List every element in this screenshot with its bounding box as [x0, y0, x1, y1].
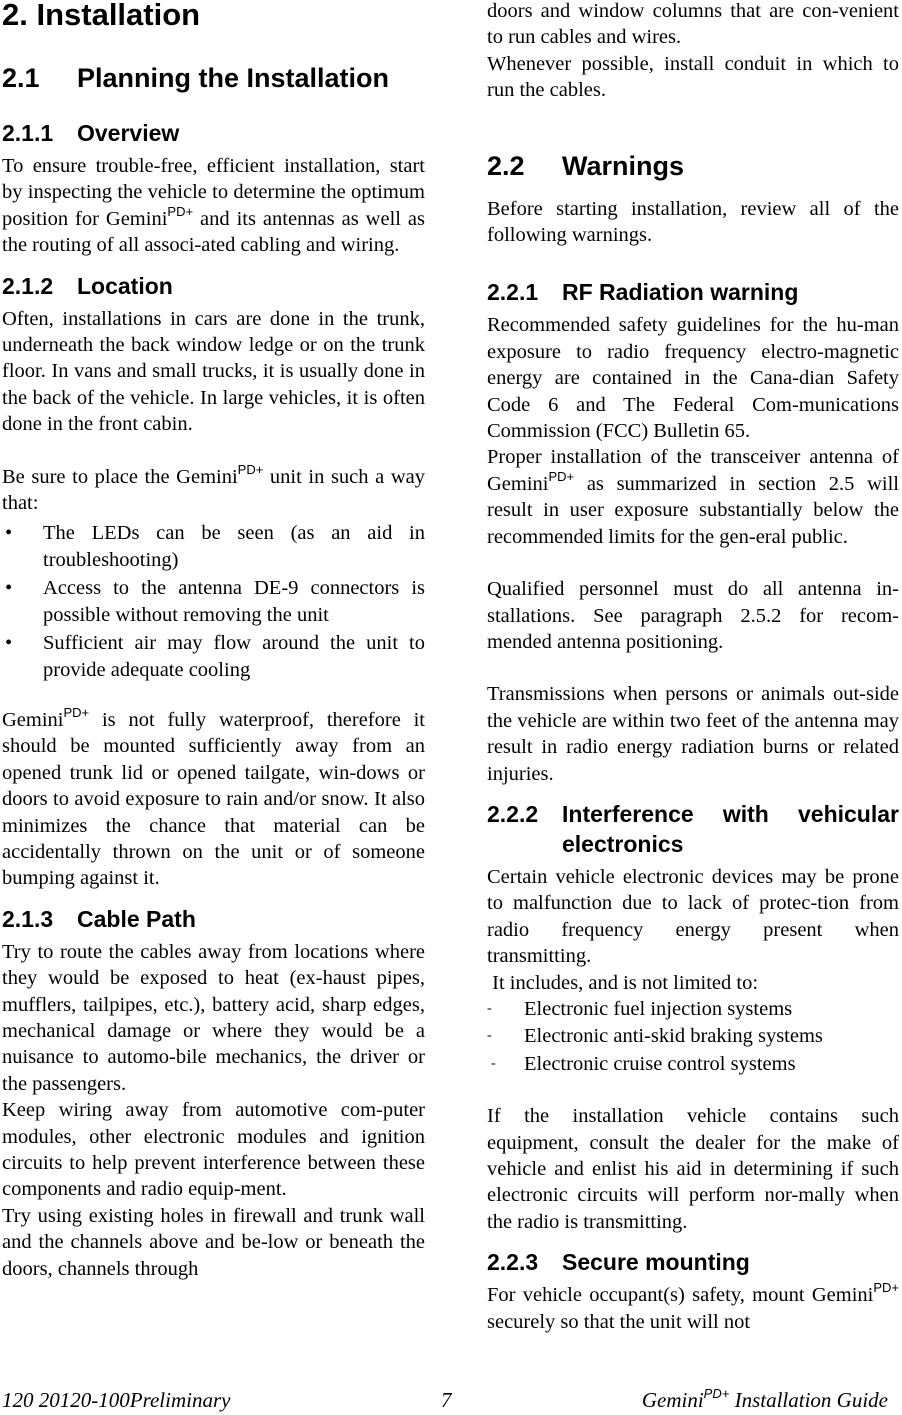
page-footer — [0, 1386, 902, 1414]
section-number: 2.1.2 — [2, 272, 54, 299]
section-title: Secure mounting — [562, 1249, 750, 1276]
section-2-2-1-heading — [487, 277, 899, 307]
text-run: Gemini — [641, 1388, 704, 1412]
text-run: is not fully waterproof, therefore it should be mounted sufficiently away from an opened trunk lid or opened tailgate, win-dows or doors to avoid exposure to rain and/or snow. It also minimizes the chance that material can be accidentally thrown on the unit or of someone bumping against it. — [2, 708, 425, 890]
chapter-title: 2. Installation — [2, 0, 201, 32]
rf-installation-paragraph — [487, 444, 899, 550]
section-title: Location — [77, 272, 173, 299]
dash-icon: - — [487, 1028, 492, 1044]
cable-path-continuation: doors and window columns that are con-venient to run cables and wires. — [487, 0, 899, 49]
section-title: Planning the Installation — [77, 63, 390, 93]
conduit-paragraph: Whenever possible, install conduit in which to run the cables. — [487, 52, 899, 102]
section-title: Overview — [77, 120, 180, 146]
cable-path-paragraph-1: Try to route the cables away from locations where they would be exposed to heat (ex-haust pipes, mufflers, tailpipes, etc.), battery acid, sharp edges, mechanical damage or where they would be a nuisance to automo-bile mechanics, the driver or the passengers. — [2, 940, 425, 1095]
interference-includes-line: It includes, and is not limited to: — [487, 971, 759, 994]
overview-paragraph — [2, 153, 425, 259]
bullet-icon: • — [5, 522, 13, 545]
list-item — [487, 996, 899, 1022]
footer-guide-title — [642, 1386, 888, 1414]
list-item-text: Electronic cruise control systems — [524, 1052, 796, 1075]
section-number: 2.1.1 — [2, 120, 54, 146]
section-2-2-2-heading — [487, 799, 899, 859]
section-number: 2.2.2 — [487, 800, 539, 827]
superscript-pd: PD+ — [548, 468, 575, 484]
section-2-1-3-heading — [2, 904, 425, 934]
section-number: 2.2 — [487, 150, 525, 181]
list-item-text: Sufficient air may flow around the unit to provide adequate cooling — [43, 632, 425, 681]
text-run: Be sure to place the Gemini — [2, 465, 238, 488]
list-item-text: Access to the antenna DE-9 connectors is possible without removing the unit — [43, 577, 425, 626]
section-number: 2.1.3 — [2, 905, 54, 932]
left-column — [2, 0, 425, 1282]
superscript-pd: PD+ — [63, 704, 90, 720]
section-title: Cable Path — [77, 905, 196, 932]
list-item — [2, 575, 425, 628]
rf-guidelines-paragraph: Recommended safety guidelines for the hu-man exposure to radio frequency electro-magnetic energy are contained in the Cana-dian Safety Code 6 and The Federal Com-munications Commission (FCC) Bulletin 65. — [487, 314, 899, 443]
list-item — [487, 1051, 899, 1077]
rf-qualified-paragraph: Qualified personnel must do all antenna in-stallations. See paragraph 2.5.2 for recom-mended antenna positioning. — [487, 578, 899, 653]
text-run: as summarized in section 2.5 will result in user exposure substantially below the recommended limits for the gen-eral public. — [487, 472, 899, 548]
section-number: 2.1 — [2, 63, 40, 93]
placement-bullet-list — [2, 520, 425, 682]
list-item — [487, 1023, 899, 1049]
superscript-pd: PD+ — [873, 1280, 899, 1296]
warnings-intro-paragraph: Before starting installation, review all of the following warnings. — [487, 197, 899, 247]
secure-mounting-paragraph — [487, 1282, 899, 1335]
right-column — [487, 0, 899, 1335]
text-run: securely so that the unit will not — [487, 1310, 751, 1333]
list-item-text: Electronic fuel injection systems — [524, 997, 793, 1020]
list-item — [2, 630, 425, 683]
text-run: Installation Guide — [729, 1388, 888, 1412]
waterproof-paragraph — [2, 704, 425, 892]
section-2-2-3-heading — [487, 1247, 899, 1277]
superscript-pd: PD+ — [167, 203, 194, 219]
section-title: RF Radiation warning — [562, 279, 799, 306]
text-run: unit in such a way that: — [2, 465, 425, 515]
cable-path-paragraph-2: Keep wiring away from automotive com-puter modules, other electronic modules and ignition circuits to help prevent interference between these components and radio equip-ment. — [2, 1099, 425, 1201]
text-run: Proper installation of the transceiver antenna of Gemini — [487, 446, 899, 495]
text-run: To ensure trouble-free, efficient installation, start by inspecting the vehicle to determine the optimum position for Gemini — [2, 155, 425, 230]
text-run: and its antennas as well as the routing of all associ-ated cabling and wiring. — [2, 207, 425, 257]
text-run: Gemini — [2, 708, 64, 731]
dash-icon: - — [491, 1055, 496, 1071]
interference-dealer-paragraph: If the installation vehicle contains such equipment, consult the dealer for the make of vehicle and enlist his aid in determining if such electronic circuits will perform nor-mally when the radio is transmitting. — [487, 1105, 899, 1233]
superscript-pd: PD+ — [703, 1386, 730, 1401]
interference-paragraph: Certain vehicle electronic devices may be prone to malfunction due to lack of protec-tion from radio frequency energy present when transmitting. — [487, 865, 899, 968]
cable-path-paragraph-3: Try using existing holes in firewall and trunk wall and the channels above and be-low or beneath the doors, channels through — [2, 1204, 425, 1280]
list-item-text: The LEDs can be seen (as an aid in troubleshooting) — [43, 522, 425, 571]
section-2-2-heading — [487, 150, 899, 182]
section-2-1-2-heading — [2, 271, 425, 301]
footer-page-number: 7 — [441, 1388, 452, 1412]
section-number: 2.2.1 — [487, 279, 539, 306]
section-title: Warnings — [562, 150, 685, 181]
section-2-1-1-heading — [2, 118, 425, 148]
dash-icon: - — [487, 1000, 492, 1016]
bullet-icon: • — [5, 632, 13, 655]
section-title: Interference with vehicular electronics — [562, 800, 899, 857]
rf-transmissions-paragraph: Transmissions when persons or animals out-side the vehicle are within two feet of the antenna may result in radio energy radiation burns or related injuries. — [487, 683, 899, 785]
placement-paragraph — [2, 461, 425, 517]
location-paragraph: Often, installations in cars are done in the trunk, underneath the back window ledge or on the trunk floor. In vans and small trucks, it is usually done in the back of the vehicle. In large vehicles, it is often done in the front cabin. — [2, 307, 425, 436]
list-item-text: Electronic anti-skid braking systems — [524, 1025, 823, 1048]
interference-dash-list — [487, 996, 899, 1077]
section-number: 2.2.3 — [487, 1249, 539, 1276]
superscript-pd: PD+ — [237, 461, 264, 477]
text-run: For vehicle occupant(s) safety, mount Gemini — [487, 1284, 874, 1307]
bullet-icon: • — [5, 577, 13, 600]
footer-document-number: 120 20120-100Preliminary — [2, 1388, 231, 1412]
list-item — [2, 520, 425, 573]
section-2-1-heading — [2, 62, 425, 94]
